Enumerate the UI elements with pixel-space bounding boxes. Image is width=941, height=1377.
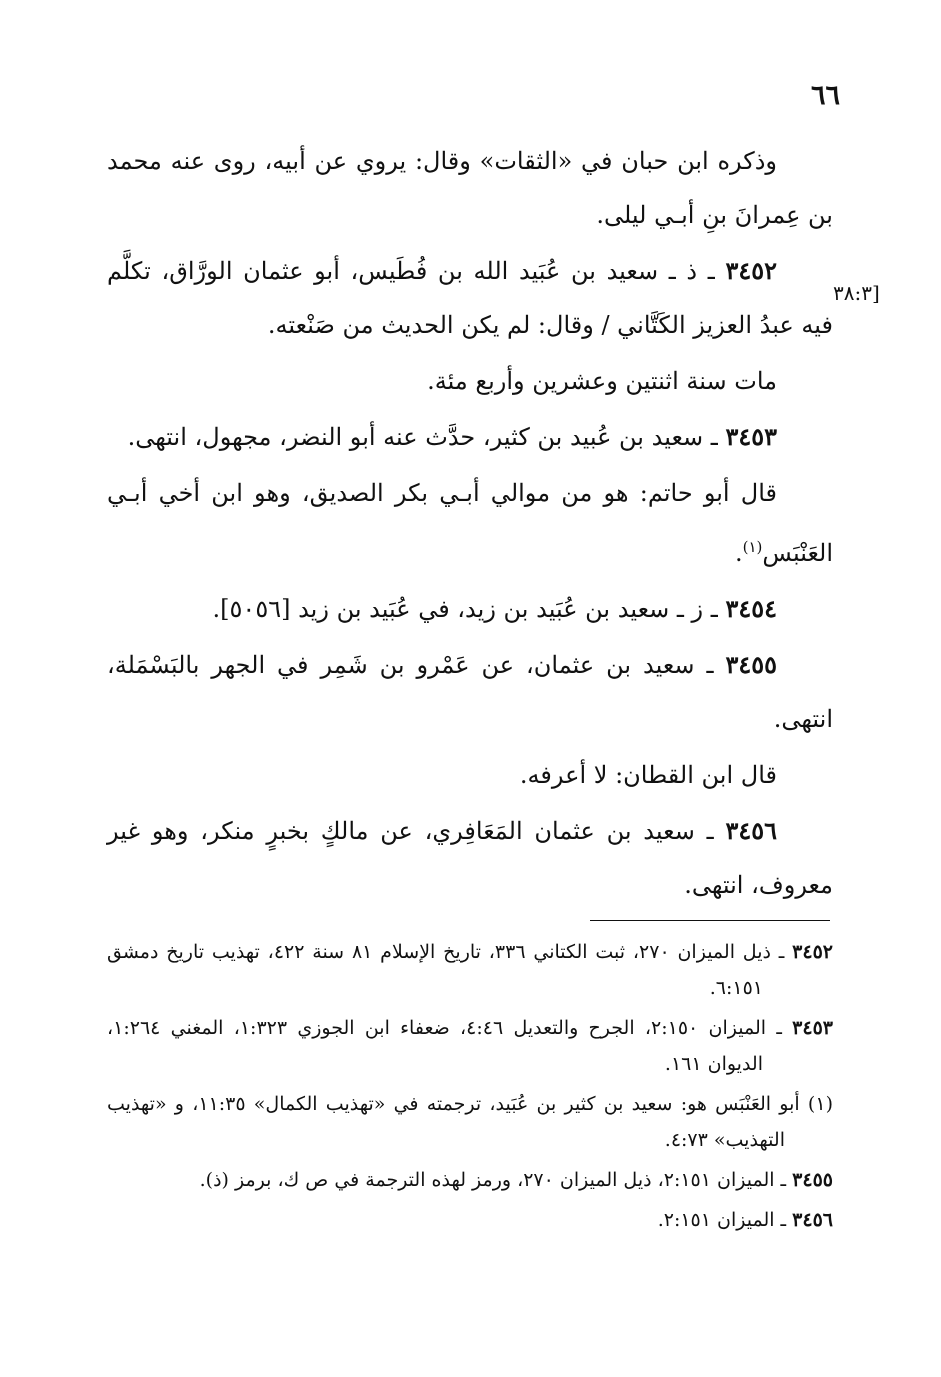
paragraph: قال أبو حاتم: هو من موالي أبـي بكر الصديق، وهو ابن أخي أبـي العَنْبَس$^{(١)}$. — [107, 479, 833, 567]
entry-3455: ٣٤٥٥ ـ سعيد بن عثمان، عن عَمْرو بن شَمِر في الجهر بالبَسْمَلة، انتهى. — [107, 650, 833, 733]
entry-number: ٣٤٥٦ — [725, 816, 777, 845]
note-3455: ٣٤٥٥ ـ الميزان ٢:١٥١، ذيل الميزان ٢٧٠، ورمز لهذه الترجمة في ص ك، برمز (ذ). — [199, 1169, 833, 1191]
entry-number: ٣٤٥٢ — [725, 256, 778, 285]
entry-3456: ٣٤٥٦ ـ سعيد بن عثمان المَعَافِري، عن مالكٍ بخبرٍ منكر، وهو غير معروف، انتهى. — [107, 816, 833, 899]
footnote-divider — [590, 920, 830, 921]
page-number: ٦٦ — [810, 80, 840, 111]
entry-number: ٣٤٥٥ — [725, 650, 777, 679]
entry-3453: ٣٤٥٣ ـ سعيد بن عُبيد بن كثير، حدَّث عنه أبو النضر، مجهول، انتهى. — [127, 422, 777, 451]
note-3456: ٣٤٥٦ ـ الميزان ٢:١٥١. — [657, 1209, 833, 1231]
entry-number: ٣٤٥٣ — [725, 422, 777, 451]
paragraph: وذكره ابن حبان في «الثقات» وقال: يروي عن أبيه، روى عنه محمد بن عِمرانَ بنِ أبـي ليلى. — [107, 147, 833, 229]
entry-3452: ٣٤٥٢ ـ ذ ـ سعيد بن عُبَيد الله بن فُطَيس، أبو عثمان الورَّاق، تكلَّم فيه عبدُ العزيز الكَتَّاني / وقال: لم يكن الحديث من صَنْعته. — [107, 256, 833, 339]
margin-reference: [٣٨:٣ — [833, 281, 880, 305]
footnote-marker: (١) — [742, 538, 763, 556]
main-text — [107, 134, 833, 914]
entry-3454: ٣٤٥٤ ـ ز ـ سعيد بن عُبَيد بن زيد، في عُبَيد بن زيد [٥٠٥٦]. — [212, 594, 777, 623]
paragraph: قال ابن القطان: لا أعرفه. — [519, 761, 777, 789]
paragraph: مات سنة اثنتين وعشرين وأربع مئة. — [427, 367, 777, 395]
entry-number: ٣٤٥٤ — [725, 594, 777, 623]
footnotes — [107, 934, 833, 1242]
note-3452: ٣٤٥٢ ـ ذيل الميزان ٢٧٠، ثبت الكتاني ٣٣٦، تاريخ الإسلام ٨١ سنة ٤٢٢، تهذيب تاريخ دمشق ٦:١٥١. — [107, 941, 833, 999]
note-3453: ٣٤٥٣ ـ الميزان ٢:١٥٠، الجرح والتعديل ٤:٤٦، ضعفاء ابن الجوزي ١:٣٢٣، المغني ١:٢٦٤، الديوان ١٦١. — [107, 1017, 833, 1075]
footnote-1: (١) أبو العَنْبَس هو: سعيد بن كثير بن عُبَيد، ترجمته في «تهذيب الكمال» ١١:٣٥، و «تهذيب التهذيب» ٤:٧٣. — [107, 1093, 833, 1151]
